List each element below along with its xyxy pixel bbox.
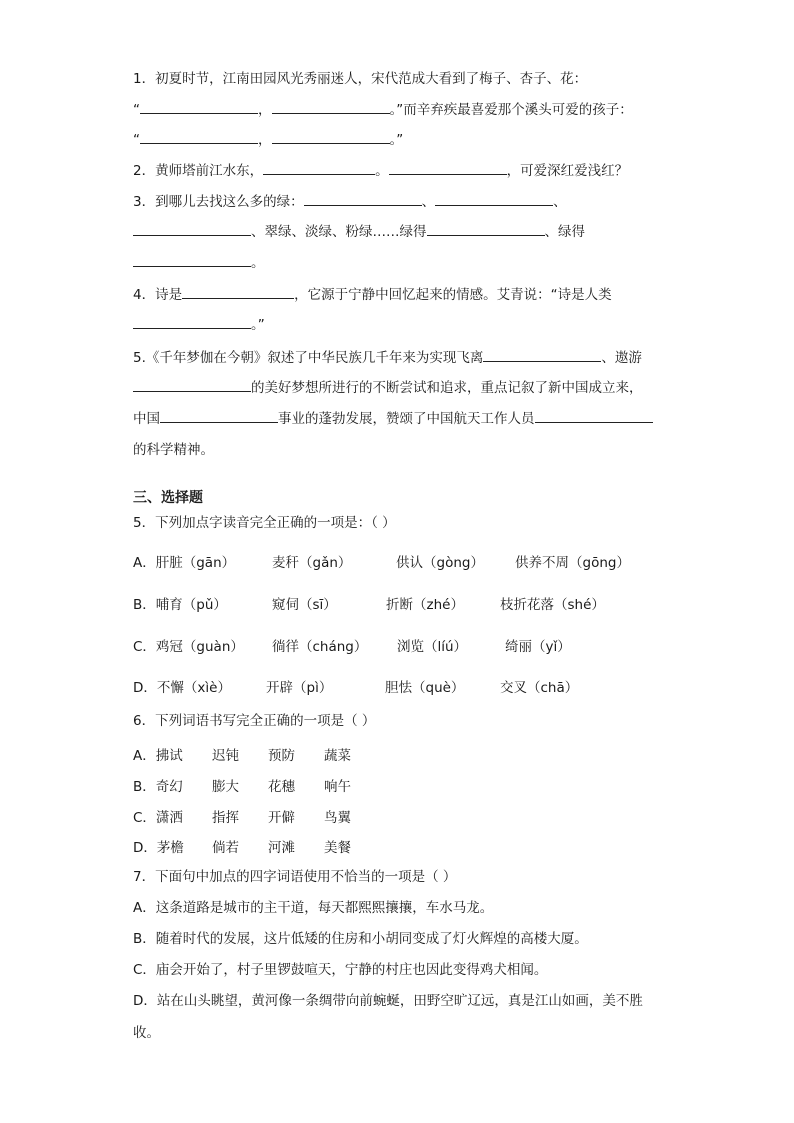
quote-open: “ bbox=[133, 102, 140, 118]
q5-c-mid: 事业的蓬勃发展，赞颂了中国航天工作人员 bbox=[278, 411, 535, 427]
section-heading: 三、选择题 bbox=[133, 490, 203, 506]
q5-a-end: 、遨游 bbox=[601, 350, 642, 366]
option-b-3: 折断（zhé） bbox=[386, 597, 464, 613]
answer-blank[interactable] bbox=[140, 131, 258, 144]
option-a-4: 蔬菜 bbox=[324, 748, 351, 764]
q5-b-end: 的美好梦想所进行的不断尝试和追求，重点记叙了新中国成立来， bbox=[251, 380, 643, 396]
option-c-3: 浏览（líú） bbox=[397, 639, 468, 655]
option-b-4: 响午 bbox=[324, 779, 351, 795]
option-d-4: 交叉（chā） bbox=[500, 680, 579, 696]
option-d-1[interactable]: D．不懈（xìè） bbox=[133, 680, 231, 696]
answer-blank[interactable] bbox=[535, 410, 653, 423]
q3-mid-text: 、翠绿、淡绿、粉绿……绿得 bbox=[251, 224, 427, 240]
comma: ， bbox=[258, 132, 272, 148]
option-b-2: 膨大 bbox=[212, 779, 239, 795]
answer-blank[interactable] bbox=[304, 193, 422, 206]
q5-line4 bbox=[133, 441, 214, 459]
option-c-4: 绮丽（yǐ） bbox=[505, 639, 571, 655]
answer-blank[interactable] bbox=[160, 410, 278, 423]
q4-line1 bbox=[133, 286, 612, 304]
option-b-1[interactable]: B．奇幻 bbox=[133, 779, 183, 795]
q5-text: 5.《千年梦伽在今朝》叙述了中华民族几千年来为实现飞离 bbox=[133, 350, 484, 366]
option-a-4: 供养不周（gōng） bbox=[515, 555, 630, 571]
q3-line2 bbox=[133, 223, 585, 241]
option-c-1[interactable]: C．潇洒 bbox=[133, 810, 183, 826]
option-c-2: 指挥 bbox=[212, 810, 239, 826]
q2-line bbox=[133, 162, 628, 180]
q3-text: 3．到哪儿去找这么多的绿： bbox=[133, 194, 304, 210]
answer-blank[interactable] bbox=[133, 223, 251, 236]
q1-line3 bbox=[133, 131, 403, 149]
q3-line3 bbox=[133, 254, 265, 272]
q4-text: 4．诗是 bbox=[133, 287, 183, 303]
option-d[interactable]: D．站在山头眺望，黄河像一条绸带向前蜿蜒，田野空旷辽远，真是江山如画，美不胜 bbox=[133, 993, 643, 1009]
answer-blank[interactable] bbox=[389, 162, 507, 175]
option-d-3: 河滩 bbox=[268, 840, 295, 856]
answer-blank[interactable] bbox=[427, 223, 545, 236]
answer-blank[interactable] bbox=[435, 193, 553, 206]
q1-line2 bbox=[133, 101, 633, 119]
q1-text: 1．初夏时节，江南田园风光秀丽迷人，宋代范成大看到了梅子、杏子、花： bbox=[133, 71, 588, 87]
option-c-1[interactable]: C．鸡冠（guàn） bbox=[133, 639, 244, 655]
option-c-3: 开僻 bbox=[268, 810, 295, 826]
q4-mid-text: ，它源于宁静中回忆起来的情感。艾青说：“诗是人类 bbox=[294, 287, 612, 303]
option-d-continuation: 收。 bbox=[133, 1025, 160, 1041]
option-c-4: 鸟翼 bbox=[324, 810, 351, 826]
answer-blank[interactable] bbox=[263, 162, 375, 175]
option-a-3: 供认（gòng） bbox=[396, 555, 484, 571]
q3-line1 bbox=[133, 193, 567, 211]
separator: 、 bbox=[553, 194, 567, 210]
q2-end-text: ，可爱深红爱浅红？ bbox=[506, 163, 629, 179]
answer-blank[interactable] bbox=[133, 316, 251, 329]
option-b-2: 窥伺（sī） bbox=[272, 597, 337, 613]
quote-open: “ bbox=[133, 132, 140, 148]
answer-blank[interactable] bbox=[140, 101, 258, 114]
option-a-1[interactable]: A．肝脏（gān） bbox=[133, 555, 236, 571]
answer-blank[interactable] bbox=[483, 349, 601, 362]
q3-end-text: 、绿得 bbox=[544, 224, 585, 240]
option-c-2: 徜徉（cháng） bbox=[272, 639, 368, 655]
option-d-1[interactable]: D．茅檐 bbox=[133, 840, 184, 856]
question-stem: 5．下列加点字读音完全正确的一项是：（ ） bbox=[133, 515, 396, 531]
answer-blank[interactable] bbox=[133, 379, 251, 392]
q4-line2 bbox=[133, 316, 265, 334]
answer-blank[interactable] bbox=[182, 286, 294, 299]
comma: ， bbox=[258, 102, 272, 118]
q5-line1 bbox=[133, 349, 642, 367]
answer-blank[interactable] bbox=[272, 101, 390, 114]
q2-text: 2．黄师塔前江水东， bbox=[133, 163, 264, 179]
option-d-3: 胆怯（què） bbox=[385, 680, 465, 696]
quote-close: 。” bbox=[251, 317, 265, 333]
question-stem: 7．下面句中加点的四字词语使用不恰当的一项是（ ） bbox=[133, 869, 457, 885]
q5-line3 bbox=[133, 410, 653, 428]
q1-line2-text: 。”而辛弃疾最喜爱那个溪头可爱的孩子： bbox=[389, 102, 633, 118]
q1-line1 bbox=[133, 70, 587, 88]
quote-close: 。” bbox=[389, 132, 404, 148]
answer-blank[interactable] bbox=[272, 131, 390, 144]
option-d-4: 美餐 bbox=[324, 840, 351, 856]
option-a-2: 麦秆（gǎn） bbox=[272, 555, 352, 571]
option-b-4: 枝折花落（shé） bbox=[500, 597, 605, 613]
option-a-1[interactable]: A．拂试 bbox=[133, 748, 183, 764]
option-a[interactable]: A．这条道路是城市的主干道，每天都熙熙攘攘，车水马龙。 bbox=[133, 900, 494, 916]
period: 。 bbox=[251, 255, 265, 271]
separator: 、 bbox=[421, 194, 436, 210]
option-b-1[interactable]: B．哺育（pǔ） bbox=[133, 597, 227, 613]
answer-blank[interactable] bbox=[133, 254, 251, 267]
option-a-2: 迟钝 bbox=[212, 748, 239, 764]
period: 。 bbox=[375, 163, 389, 179]
option-b[interactable]: B．随着时代的发展，这片低矮的住房和小胡同变成了灯火辉煌的高楼大厦。 bbox=[133, 931, 588, 947]
option-a-3: 预防 bbox=[268, 748, 295, 764]
q5-c-start: 中国 bbox=[133, 411, 160, 427]
question-stem: 6．下列词语书写完全正确的一项是（ ） bbox=[133, 713, 376, 729]
option-b-3: 花穗 bbox=[268, 779, 295, 795]
option-c[interactable]: C．庙会开始了，村子里锣鼓喧天，宁静的村庄也因此变得鸡犬相闻。 bbox=[133, 962, 548, 978]
q5-line2 bbox=[133, 379, 643, 397]
option-d-2: 倘若 bbox=[212, 840, 239, 856]
q5-d-text: 的科学精神。 bbox=[133, 442, 214, 458]
option-d-2: 开辟（pì） bbox=[266, 680, 333, 696]
